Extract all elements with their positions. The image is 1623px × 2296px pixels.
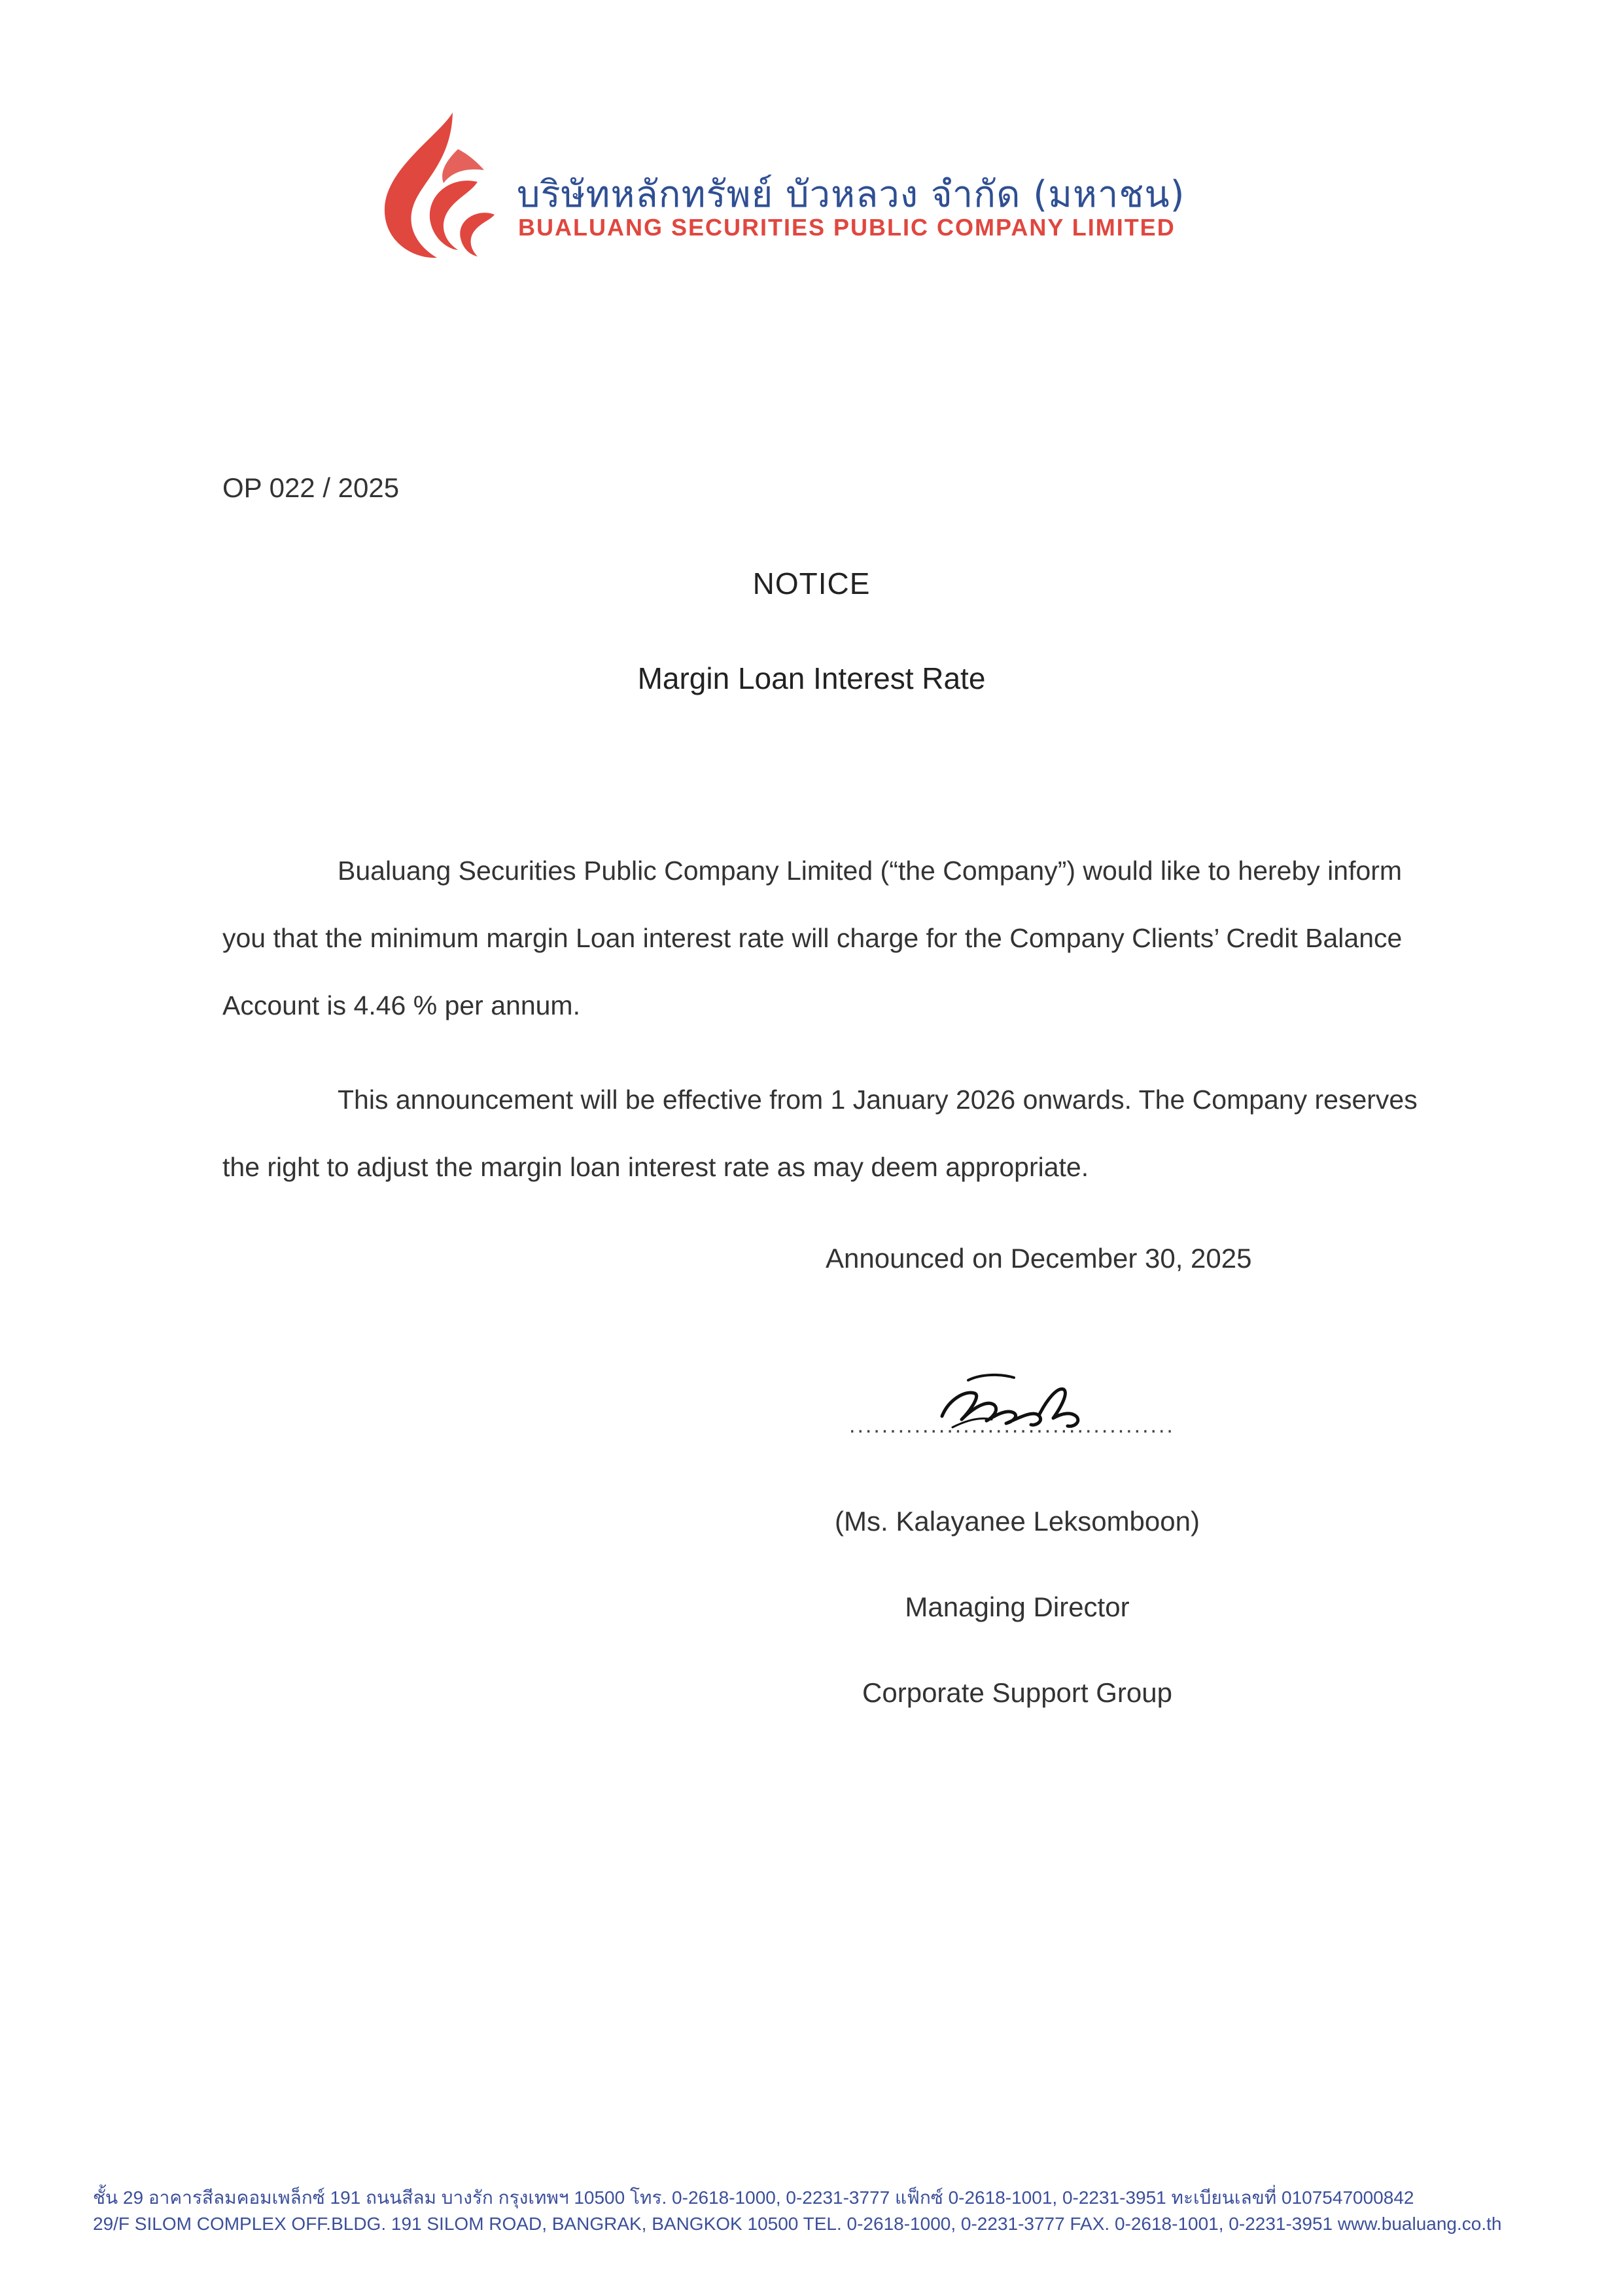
signature-line: ........................................ (849, 1413, 1175, 1438)
footer-line-thai: ชั้น 29 อาคารสีลมคอมเพล็กซ์ 191 ถนนสีลม บางรัก กรุงเทพฯ 10500 โทร. 0-2618-1000, 0-2231-3777 แฟ็กซ์ 0-2618-1001, 0-2231-3951 ทะเบียนเลขที่ 0107547000842 (93, 2187, 1414, 2208)
notice-subject: Margin Loan Interest Rate (637, 661, 986, 695)
lotus-drop-logo-icon (379, 110, 510, 260)
announcement-date: Announced on December 30, 2025 (826, 1243, 1252, 1274)
body-paragraph-1 (222, 837, 1439, 1039)
paragraph-1-text: Bualuang Securities Public Company Limited (“the Company”) would like to hereby inform you that the minimum margin Loan interest rate will charge for the Company Clients’ Credit Balance Account is 4.46 % per annum. (222, 856, 1403, 1020)
body-paragraph-2 (222, 1066, 1439, 1201)
footer-line-english: 29/F SILOM COMPLEX OFF.BLDG. 191 SILOM ROAD, BANGRAK, BANGKOK 10500 TEL. 0-2618-1000, 0-2231-3777 FAX. 0-2618-1001, 0-2231-3951 www.bualuang.co.th (93, 2214, 1502, 2234)
signer-position: Managing Director (905, 1592, 1130, 1622)
paragraph-2-text: This announcement will be effective from 1 January 2026 onwards. The Company reserves the right to adjust the margin loan interest rate as may deem appropriate. (222, 1085, 1418, 1182)
company-name-english: BUALUANG SECURITIES PUBLIC COMPANY LIMITED (518, 214, 1176, 241)
notice-title: NOTICE (752, 566, 871, 600)
company-name-thai: บริษัทหลักทรัพย์ บัวหลวง จำกัด (มหาชน) (517, 173, 1185, 216)
reference-number: OP 022 / 2025 (222, 472, 400, 503)
footer-address (93, 2185, 1545, 2237)
signer-name: (Ms. Kalayanee Leksomboon) (835, 1506, 1200, 1537)
signer-group: Corporate Support Group (862, 1677, 1172, 1708)
